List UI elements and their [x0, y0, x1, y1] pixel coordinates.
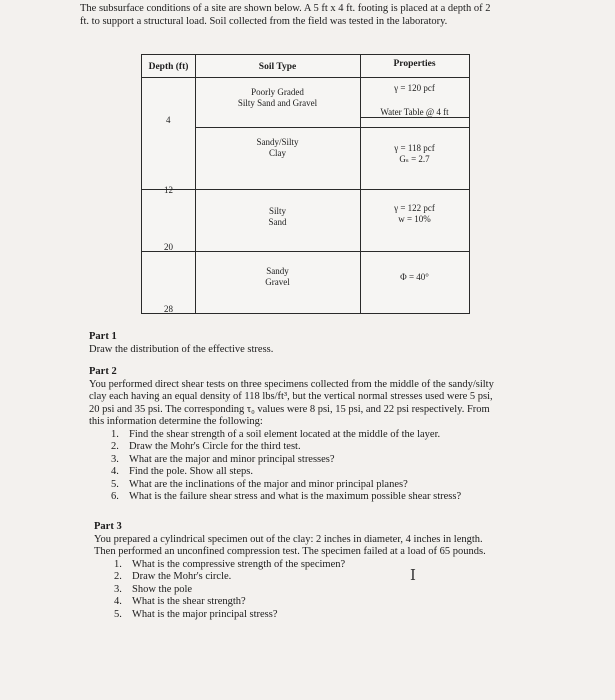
part-1	[89, 331, 549, 356]
table-divider	[142, 189, 469, 190]
list-item: 4. Find the pole. Show all steps.	[111, 466, 253, 477]
header-soil-type: Soil Type	[258, 62, 297, 72]
props-layer-1: γ = 120 pcf	[394, 83, 435, 93]
header-properties: Properties	[393, 59, 436, 69]
list-item: 1. Find the shear strength of a soil element located at the middle of the layer.	[111, 428, 441, 440]
depth-mark: 12	[164, 185, 173, 195]
part-1-title: Part 1	[89, 331, 117, 342]
props-layer-2	[360, 143, 469, 165]
list-item: 2. Draw the Mohr's Circle for the third test.	[111, 441, 301, 452]
list-item: 6. What is the failure shear stress and what is the maximum possible shear stress?	[111, 491, 462, 502]
intro-line-2: ft. to support a structural load. Soil collected from the field was tested in the laboratory.	[80, 16, 448, 27]
part-2-para-1: You performed direct shear tests on three specimens collected from the middle of the sandy/silty	[89, 378, 494, 390]
intro-line-1: The subsurface conditions of a site are shown below. A 5 ft x 4 ft. footing is placed at a depth of 2	[80, 3, 491, 14]
list-item: 5. What are the inclinations of the major and minor principal planes?	[111, 478, 408, 490]
part-2-title: Part 2	[89, 366, 117, 377]
part-1-text: Draw the distribution of the effective stress.	[89, 343, 274, 355]
depth-mark: 20	[164, 242, 173, 252]
table-divider	[195, 127, 469, 128]
soil-name: Sand	[268, 217, 287, 227]
part-3-title: Part 3	[94, 521, 122, 532]
soil-name: Sandy/Silty	[256, 137, 299, 147]
soil-layer-4	[195, 266, 360, 288]
props-layer-4: Φ = 40°	[400, 272, 429, 282]
props-layer-3	[360, 203, 469, 225]
table-divider	[142, 251, 469, 252]
list-item: 5. What is the major principal stress?	[114, 608, 278, 620]
depth-mark: 28	[164, 304, 173, 314]
part-2-para-4: this information determine the following:	[89, 416, 263, 427]
part-2-para-2: clay each having an equal density of 118 lbs/ft³, but the vertical normal stresses used were 5 psi,	[89, 391, 493, 402]
list-item: 4. What is the shear strength?	[114, 596, 246, 607]
part-2-questions	[111, 429, 549, 504]
list-item: 2. Draw the Mohr's circle.	[114, 571, 232, 582]
soil-layer-3	[195, 206, 360, 228]
part-2	[89, 366, 549, 504]
problem-intro	[80, 2, 550, 28]
list-item: 3. Show the pole	[114, 583, 193, 595]
header-depth: Depth (ft)	[148, 62, 189, 72]
part-2-para-3: 20 psi and 35 psi. The corresponding τ₀ values were 8 psi, 15 psi, and 22 psi respectively. From	[89, 403, 490, 415]
list-item: 1. What is the compressive strength of the specimen?	[114, 558, 346, 570]
text-cursor-icon: I	[410, 566, 416, 584]
soil-layer-1	[195, 87, 360, 109]
property-value: Gₛ = 2.7	[399, 154, 430, 164]
list-item: 3. What are the major and minor principal stresses?	[111, 453, 335, 465]
part-3-questions	[114, 559, 554, 622]
part-3-para-1: You prepared a cylindrical specimen out of the clay: 2 inches in diameter, 4 inches in length.	[94, 533, 483, 545]
depth-mark: 4	[166, 115, 171, 125]
property-value: γ = 122 pcf	[394, 203, 435, 213]
soil-name: Silty Sand and Gravel	[237, 98, 318, 108]
soil-name: Poorly Graded	[251, 87, 304, 97]
water-table-label: Water Table @ 4 ft	[380, 107, 449, 117]
property-value: w = 10%	[398, 214, 431, 224]
soil-name: Sandy	[266, 266, 289, 276]
soil-layer-2	[195, 137, 360, 159]
property-value: γ = 118 pcf	[394, 143, 435, 153]
part-3-para-2: Then performed an unconfined compression test. The specimen failed at a load of 65 pounds.	[94, 546, 486, 557]
part-3	[94, 521, 554, 621]
soil-name: Silty	[268, 206, 286, 216]
soil-name: Clay	[269, 148, 286, 158]
soil-profile-table	[141, 54, 470, 314]
table-divider	[142, 77, 469, 78]
soil-name: Gravel	[265, 277, 290, 287]
